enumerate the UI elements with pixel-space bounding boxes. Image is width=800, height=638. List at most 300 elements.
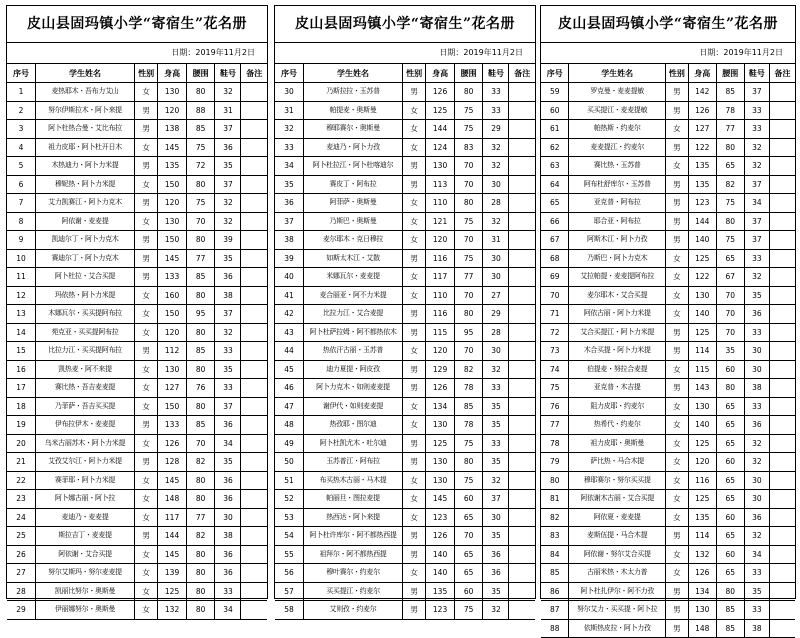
cell-shoe: 32 bbox=[215, 194, 241, 213]
cell-seq: 26 bbox=[7, 545, 36, 564]
cell-remark bbox=[770, 508, 795, 527]
cell-shoe: 29 bbox=[483, 120, 509, 139]
cell-seq: 78 bbox=[541, 434, 569, 453]
cell-name: 玛依热・阿卜力米提 bbox=[36, 286, 135, 305]
cell-waist: 60 bbox=[716, 360, 744, 379]
cell-shoe: 37 bbox=[744, 83, 769, 102]
cell-height: 110 bbox=[426, 194, 455, 213]
cell-gender: 女 bbox=[402, 286, 425, 305]
cell-waist: 80 bbox=[716, 379, 744, 398]
cell-remark bbox=[509, 508, 535, 527]
cell-gender: 女 bbox=[665, 157, 688, 176]
cell-shoe: 36 bbox=[215, 545, 241, 564]
cell-remark bbox=[509, 601, 535, 620]
cell-shoe: 35 bbox=[215, 453, 241, 472]
cell-waist: 75 bbox=[716, 194, 744, 213]
cell-name: 凯丽比努尔・奥斯曼 bbox=[36, 582, 135, 601]
cell-shoe: 32 bbox=[744, 157, 769, 176]
cell-name: 帕丽旦・图拉麦提 bbox=[304, 490, 403, 509]
cell-name: 阿菲萨・奥斯曼 bbox=[304, 194, 403, 213]
cell-shoe: 37 bbox=[744, 212, 769, 231]
cell-seq: 73 bbox=[541, 342, 569, 361]
cell-name: 凯热麦・阿不来提 bbox=[36, 360, 135, 379]
table-row bbox=[275, 342, 535, 361]
cell-remark bbox=[509, 360, 535, 379]
cell-height: 126 bbox=[426, 527, 455, 546]
cell-waist: 70 bbox=[454, 286, 483, 305]
table-row bbox=[7, 138, 267, 157]
cell-waist: 70 bbox=[454, 175, 483, 194]
cell-waist: 65 bbox=[716, 564, 744, 583]
cell-name: 阿依夏・麦麦提 bbox=[569, 508, 666, 527]
cell-name: 热依汗古丽・玉苏普 bbox=[304, 342, 403, 361]
cell-remark bbox=[241, 527, 267, 546]
cell-gender: 女 bbox=[134, 323, 157, 342]
table-row bbox=[275, 101, 535, 120]
cell-gender: 女 bbox=[665, 564, 688, 583]
cell-shoe: 30 bbox=[215, 508, 241, 527]
roster-sheet-3 bbox=[540, 5, 796, 633]
cell-shoe: 33 bbox=[483, 83, 509, 102]
cell-seq: 15 bbox=[7, 342, 36, 361]
cell-name: 麦迪乃・麦麦提 bbox=[36, 508, 135, 527]
cell-height: 120 bbox=[426, 231, 455, 250]
cell-waist: 75 bbox=[186, 194, 215, 213]
cell-remark bbox=[241, 416, 267, 435]
cell-height: 125 bbox=[688, 490, 716, 509]
column-header-shoe: 鞋号 bbox=[744, 64, 769, 83]
table-row bbox=[541, 268, 795, 287]
cell-seq: 44 bbox=[275, 342, 304, 361]
column-header-gender: 性别 bbox=[665, 64, 688, 83]
cell-gender: 女 bbox=[134, 175, 157, 194]
cell-gender: 男 bbox=[134, 120, 157, 139]
cell-remark bbox=[241, 231, 267, 250]
table-row bbox=[7, 268, 267, 287]
cell-waist: 83 bbox=[454, 138, 483, 157]
cell-height: 130 bbox=[426, 157, 455, 176]
table-row bbox=[7, 453, 267, 472]
cell-gender: 女 bbox=[134, 545, 157, 564]
cell-height: 125 bbox=[426, 101, 455, 120]
cell-remark bbox=[770, 564, 795, 583]
cell-remark bbox=[241, 601, 267, 620]
cell-shoe: 34 bbox=[215, 601, 241, 620]
cell-gender: 女 bbox=[402, 268, 425, 287]
cell-seq: 36 bbox=[275, 194, 304, 213]
cell-height: 145 bbox=[158, 249, 187, 268]
cell-name: 阿依谢・艾合买提 bbox=[36, 545, 135, 564]
cell-seq: 77 bbox=[541, 416, 569, 435]
cell-height: 130 bbox=[688, 397, 716, 416]
cell-remark bbox=[241, 138, 267, 157]
cell-name: 祖拜尔・阿不都热西提 bbox=[304, 545, 403, 564]
cell-seq: 29 bbox=[7, 601, 36, 620]
cell-name: 阿依谢木古丽・艾合买提 bbox=[569, 490, 666, 509]
cell-remark bbox=[509, 545, 535, 564]
cell-shoe: 27 bbox=[483, 286, 509, 305]
cell-remark bbox=[509, 83, 535, 102]
cell-waist: 85 bbox=[186, 268, 215, 287]
cell-name: 耶合亚・阿布拉 bbox=[569, 212, 666, 231]
table-row bbox=[541, 194, 795, 213]
cell-height: 116 bbox=[426, 305, 455, 324]
table-row bbox=[541, 601, 795, 620]
cell-remark bbox=[509, 527, 535, 546]
cell-seq: 60 bbox=[541, 101, 569, 120]
cell-remark bbox=[509, 120, 535, 139]
cell-name: 乃斯巴・奥斯曼 bbox=[304, 212, 403, 231]
cell-height: 114 bbox=[688, 527, 716, 546]
cell-shoe: 33 bbox=[744, 564, 769, 583]
cell-gender: 男 bbox=[402, 305, 425, 324]
cell-height: 125 bbox=[688, 323, 716, 342]
cell-waist: 95 bbox=[186, 305, 215, 324]
table-row bbox=[541, 286, 795, 305]
cell-name: 热希代・约麦尔 bbox=[569, 416, 666, 435]
cell-remark bbox=[509, 323, 535, 342]
cell-shoe: 35 bbox=[744, 582, 769, 601]
cell-waist: 85 bbox=[716, 619, 744, 638]
cell-name: 祖力皮耶・奥斯曼 bbox=[569, 434, 666, 453]
cell-remark bbox=[509, 490, 535, 509]
cell-name: 阿卜力克木・如则麦麦提 bbox=[304, 379, 403, 398]
cell-waist: 77 bbox=[186, 249, 215, 268]
cell-shoe: 36 bbox=[744, 305, 769, 324]
cell-shoe: 37 bbox=[744, 231, 769, 250]
cell-gender: 男 bbox=[402, 379, 425, 398]
cell-height: 140 bbox=[688, 231, 716, 250]
table-row bbox=[7, 342, 267, 361]
cell-shoe: 30 bbox=[744, 471, 769, 490]
cell-seq: 88 bbox=[541, 619, 569, 638]
cell-waist: 80 bbox=[186, 490, 215, 509]
cell-shoe: 39 bbox=[215, 231, 241, 250]
table-row bbox=[275, 601, 535, 620]
table-row bbox=[275, 564, 535, 583]
cell-height: 140 bbox=[426, 564, 455, 583]
cell-remark bbox=[241, 194, 267, 213]
cell-name: 乃菲萨・吾吉买买提 bbox=[36, 397, 135, 416]
cell-remark bbox=[241, 157, 267, 176]
cell-height: 132 bbox=[688, 545, 716, 564]
cell-waist: 65 bbox=[716, 397, 744, 416]
cell-remark bbox=[770, 619, 795, 638]
cell-name: 艾拉帕提・麦麦提阿布拉 bbox=[569, 268, 666, 287]
cell-gender: 女 bbox=[402, 397, 425, 416]
cell-remark bbox=[770, 83, 795, 102]
cell-seq: 66 bbox=[541, 212, 569, 231]
cell-shoe: 36 bbox=[215, 490, 241, 509]
cell-waist: 82 bbox=[186, 527, 215, 546]
cell-seq: 17 bbox=[7, 379, 36, 398]
cell-name: 赛菲耶・阿卜力米提 bbox=[36, 471, 135, 490]
cell-name: 热孜耶・图尔迪 bbox=[304, 416, 403, 435]
column-header-height: 身高 bbox=[426, 64, 455, 83]
cell-shoe: 32 bbox=[744, 434, 769, 453]
cell-shoe: 30 bbox=[483, 342, 509, 361]
cell-waist: 35 bbox=[716, 342, 744, 361]
table-row bbox=[275, 508, 535, 527]
cell-height: 142 bbox=[688, 83, 716, 102]
cell-seq: 57 bbox=[275, 582, 304, 601]
cell-seq: 30 bbox=[275, 83, 304, 102]
cell-height: 120 bbox=[688, 453, 716, 472]
cell-gender: 男 bbox=[402, 83, 425, 102]
table-row bbox=[541, 453, 795, 472]
cell-height: 143 bbox=[688, 379, 716, 398]
cell-name: 亚克普・木吉提 bbox=[569, 379, 666, 398]
cell-remark bbox=[241, 582, 267, 601]
cell-gender: 女 bbox=[134, 471, 157, 490]
cell-height: 122 bbox=[688, 268, 716, 287]
cell-seq: 71 bbox=[541, 305, 569, 324]
cell-waist: 70 bbox=[716, 286, 744, 305]
cell-seq: 7 bbox=[7, 194, 36, 213]
cell-remark bbox=[241, 360, 267, 379]
cell-seq: 10 bbox=[7, 249, 36, 268]
cell-name: 麦麦提江・约麦尔 bbox=[569, 138, 666, 157]
cell-remark bbox=[770, 212, 795, 231]
cell-seq: 47 bbox=[275, 397, 304, 416]
cell-remark bbox=[509, 138, 535, 157]
cell-name: 伯提麦・努拉合麦提 bbox=[569, 360, 666, 379]
cell-waist: 75 bbox=[454, 101, 483, 120]
cell-seq: 18 bbox=[7, 397, 36, 416]
cell-height: 150 bbox=[158, 305, 187, 324]
cell-gender: 女 bbox=[402, 231, 425, 250]
cell-waist: 80 bbox=[454, 83, 483, 102]
table-row bbox=[7, 545, 267, 564]
table-row bbox=[7, 582, 267, 601]
cell-waist: 60 bbox=[716, 508, 744, 527]
cell-waist: 85 bbox=[186, 120, 215, 139]
column-header-waist: 腰围 bbox=[454, 64, 483, 83]
cell-shoe: 29 bbox=[483, 305, 509, 324]
cell-waist: 65 bbox=[716, 416, 744, 435]
cell-height: 120 bbox=[158, 323, 187, 342]
cell-shoe: 32 bbox=[215, 212, 241, 231]
cell-name: 艾则孜・约麦尔 bbox=[304, 601, 403, 620]
cell-waist: 80 bbox=[186, 564, 215, 583]
cell-waist: 80 bbox=[186, 175, 215, 194]
cell-name: 努尔艾力・买买提・阿卜拉 bbox=[569, 601, 666, 620]
cell-gender: 男 bbox=[134, 416, 157, 435]
cell-waist: 65 bbox=[454, 564, 483, 583]
table-row bbox=[275, 323, 535, 342]
cell-height: 123 bbox=[426, 601, 455, 620]
cell-remark bbox=[509, 453, 535, 472]
cell-waist: 65 bbox=[454, 545, 483, 564]
cell-remark bbox=[770, 305, 795, 324]
table-row bbox=[541, 527, 795, 546]
cell-name: 古丽米热・木太力普 bbox=[569, 564, 666, 583]
cell-seq: 38 bbox=[275, 231, 304, 250]
cell-waist: 80 bbox=[716, 138, 744, 157]
cell-name: 阿布杜舒库尔・玉苏普 bbox=[569, 175, 666, 194]
cell-waist: 72 bbox=[186, 157, 215, 176]
cell-remark bbox=[770, 453, 795, 472]
cell-height: 125 bbox=[426, 434, 455, 453]
cell-name: 麦热耶木・吾布力艾山 bbox=[36, 83, 135, 102]
table-row bbox=[275, 545, 535, 564]
cell-gender: 女 bbox=[134, 379, 157, 398]
cell-shoe: 32 bbox=[483, 138, 509, 157]
cell-seq: 49 bbox=[275, 434, 304, 453]
column-header-seq: 序号 bbox=[275, 64, 304, 83]
cell-gender: 女 bbox=[665, 120, 688, 139]
cell-remark bbox=[770, 157, 795, 176]
table-row bbox=[7, 416, 267, 435]
table-row bbox=[7, 286, 267, 305]
cell-shoe: 30 bbox=[483, 175, 509, 194]
cell-height: 126 bbox=[688, 101, 716, 120]
cell-gender: 男 bbox=[665, 323, 688, 342]
table-row bbox=[275, 120, 535, 139]
cell-seq: 37 bbox=[275, 212, 304, 231]
cell-waist: 80 bbox=[186, 360, 215, 379]
cell-name: 阿依谢・努尔艾合买提 bbox=[569, 545, 666, 564]
cell-waist: 78 bbox=[454, 379, 483, 398]
cell-height: 120 bbox=[158, 101, 187, 120]
table-row bbox=[541, 434, 795, 453]
cell-waist: 85 bbox=[186, 416, 215, 435]
cell-shoe: 35 bbox=[483, 453, 509, 472]
cell-seq: 74 bbox=[541, 360, 569, 379]
cell-shoe: 30 bbox=[744, 342, 769, 361]
cell-remark bbox=[241, 342, 267, 361]
cell-waist: 75 bbox=[716, 231, 744, 250]
table-row bbox=[275, 83, 535, 102]
table-row bbox=[7, 397, 267, 416]
cell-remark bbox=[241, 564, 267, 583]
cell-seq: 23 bbox=[7, 490, 36, 509]
cell-remark bbox=[241, 120, 267, 139]
cell-remark bbox=[509, 268, 535, 287]
cell-height: 123 bbox=[426, 508, 455, 527]
roster-table bbox=[541, 64, 795, 638]
cell-seq: 61 bbox=[541, 120, 569, 139]
table-row bbox=[7, 360, 267, 379]
cell-seq: 28 bbox=[7, 582, 36, 601]
cell-name: 凯迪尔丁・阿卜力克木 bbox=[36, 231, 135, 250]
cell-height: 135 bbox=[688, 175, 716, 194]
cell-remark bbox=[770, 175, 795, 194]
cell-shoe: 34 bbox=[744, 194, 769, 213]
cell-gender: 男 bbox=[665, 342, 688, 361]
cell-remark bbox=[241, 453, 267, 472]
cell-gender: 女 bbox=[665, 453, 688, 472]
cell-shoe: 32 bbox=[483, 212, 509, 231]
cell-name: 阿依古丽・阿卜力米提 bbox=[569, 305, 666, 324]
table-row bbox=[541, 83, 795, 102]
cell-height: 115 bbox=[688, 360, 716, 379]
cell-gender: 女 bbox=[665, 268, 688, 287]
cell-shoe: 30 bbox=[744, 360, 769, 379]
cell-waist: 70 bbox=[716, 305, 744, 324]
cell-name: 木娜瓦尔・买买提阿布拉 bbox=[36, 305, 135, 324]
cell-remark bbox=[241, 268, 267, 287]
cell-gender: 女 bbox=[665, 286, 688, 305]
cell-height: 140 bbox=[426, 545, 455, 564]
table-row bbox=[541, 323, 795, 342]
cell-shoe: 36 bbox=[215, 564, 241, 583]
cell-height: 135 bbox=[158, 157, 187, 176]
cell-seq: 14 bbox=[7, 323, 36, 342]
cell-remark bbox=[770, 268, 795, 287]
table-row bbox=[7, 249, 267, 268]
cell-height: 117 bbox=[158, 508, 187, 527]
sheet-date: 日期：2019年11月2日 bbox=[541, 43, 795, 64]
cell-height: 126 bbox=[688, 564, 716, 583]
cell-gender: 男 bbox=[402, 453, 425, 472]
cell-seq: 34 bbox=[275, 157, 304, 176]
cell-shoe: 28 bbox=[483, 194, 509, 213]
cell-seq: 46 bbox=[275, 379, 304, 398]
cell-gender: 男 bbox=[665, 83, 688, 102]
cell-seq: 13 bbox=[7, 305, 36, 324]
cell-height: 148 bbox=[688, 619, 716, 638]
cell-waist: 75 bbox=[454, 601, 483, 620]
cell-height: 126 bbox=[426, 379, 455, 398]
column-header-name: 学生姓名 bbox=[36, 64, 135, 83]
cell-name: 阿卜杜许库尔・阿不都热西提 bbox=[304, 527, 403, 546]
cell-name: 赛比热・吾吉麦麦提 bbox=[36, 379, 135, 398]
table-row bbox=[7, 305, 267, 324]
cell-height: 145 bbox=[158, 471, 187, 490]
cell-name: 阿卜娜古丽・阿卜拉 bbox=[36, 490, 135, 509]
cell-waist: 80 bbox=[454, 194, 483, 213]
cell-gender: 男 bbox=[402, 545, 425, 564]
cell-remark bbox=[770, 601, 795, 620]
cell-waist: 75 bbox=[454, 434, 483, 453]
cell-waist: 80 bbox=[186, 601, 215, 620]
cell-seq: 24 bbox=[7, 508, 36, 527]
cell-name: 热西达・阿卜来提 bbox=[304, 508, 403, 527]
cell-height: 124 bbox=[426, 138, 455, 157]
cell-gender: 女 bbox=[665, 434, 688, 453]
cell-shoe: 36 bbox=[215, 268, 241, 287]
table-row bbox=[541, 582, 795, 601]
cell-shoe: 33 bbox=[744, 249, 769, 268]
cell-remark bbox=[770, 397, 795, 416]
cell-name: 麦斯伍提・马合木提 bbox=[569, 527, 666, 546]
cell-seq: 4 bbox=[7, 138, 36, 157]
cell-gender: 女 bbox=[134, 564, 157, 583]
cell-waist: 80 bbox=[186, 545, 215, 564]
cell-gender: 男 bbox=[665, 379, 688, 398]
cell-seq: 33 bbox=[275, 138, 304, 157]
cell-gender: 男 bbox=[665, 582, 688, 601]
cell-height: 129 bbox=[426, 360, 455, 379]
cell-gender: 女 bbox=[665, 545, 688, 564]
table-row bbox=[275, 379, 535, 398]
cell-name: 艾孜艾尔江・阿卜力米提 bbox=[36, 453, 135, 472]
cell-gender: 女 bbox=[134, 434, 157, 453]
cell-shoe: 32 bbox=[215, 323, 241, 342]
cell-height: 145 bbox=[158, 545, 187, 564]
cell-height: 160 bbox=[158, 286, 187, 305]
cell-seq: 5 bbox=[7, 157, 36, 176]
cell-height: 127 bbox=[158, 379, 187, 398]
cell-seq: 51 bbox=[275, 471, 304, 490]
cell-seq: 27 bbox=[7, 564, 36, 583]
cell-remark bbox=[770, 360, 795, 379]
cell-remark bbox=[241, 83, 267, 102]
table-row bbox=[541, 490, 795, 509]
cell-height: 133 bbox=[158, 268, 187, 287]
cell-height: 126 bbox=[426, 83, 455, 102]
